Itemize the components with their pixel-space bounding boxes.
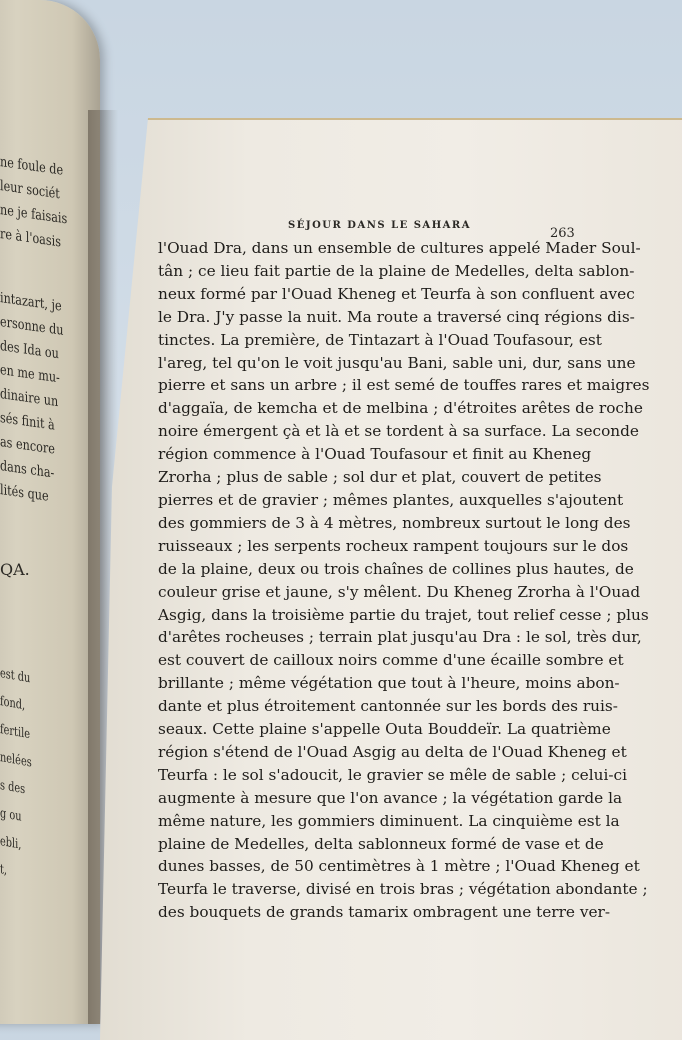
body-text bbox=[158, 237, 650, 924]
text-line: région commence à l'Ouad Toufasour et finit au Kheneg bbox=[158, 445, 592, 464]
text-line: seaux. Cette plaine s'appelle Outa Bouddeïr. La quatrième bbox=[158, 720, 611, 739]
text-fragment: t, bbox=[0, 862, 8, 879]
text-fragment: ne foule de bbox=[0, 154, 64, 179]
text-line: d'arêtes rocheuses ; terrain plat jusqu'au Dra : le sol, très dur, bbox=[158, 628, 642, 647]
text-fragment: dinaire un bbox=[0, 386, 59, 411]
text-line: région s'étend de l'Ouad Asgig au delta de l'Ouad Kheneg et bbox=[158, 742, 627, 761]
text-fragment: fertile bbox=[0, 722, 30, 743]
text-fragment: fond, bbox=[0, 694, 26, 714]
text-line: dante et plus étroitement cantonnée sur les bords des ruis- bbox=[158, 697, 618, 716]
text-line: brillante ; même végétation que tout à l'heure, moins abon- bbox=[158, 674, 620, 693]
text-line: noire émergent çà et là et se tordent à sa surface. La seconde bbox=[158, 422, 639, 441]
running-title: SÉJOUR DANS LE SAHARA bbox=[288, 220, 471, 231]
text-line: tinctes. La première, de Tintazart à l'Ouad Toufasour, est bbox=[158, 330, 602, 349]
text-fragment: sés finit à bbox=[0, 410, 55, 434]
text-line: pierre et sans un arbre ; il est semé de touffes rares et maigres bbox=[158, 376, 650, 395]
text-line: plaine de Medelles, delta sablonneux formé de vase et de bbox=[158, 834, 604, 853]
text-line: de la plaine, deux ou trois chaînes de collines plus hautes, de bbox=[158, 559, 634, 578]
text-fragment: lités que bbox=[0, 482, 49, 505]
text-fragment: intazart, je bbox=[0, 290, 62, 315]
text-line: Teurfa : le sol s'adoucit, le gravier se mêle de sable ; celui-ci bbox=[158, 765, 627, 784]
text-fragment: des Ida ou bbox=[0, 338, 59, 363]
text-line: augmente à mesure que l'on avance ; la végétation garde la bbox=[158, 788, 623, 807]
text-line: ruisseaux ; les serpents rocheux rampent toujours sur le dos bbox=[158, 536, 629, 555]
text-fragment: en me mu- bbox=[0, 362, 60, 387]
text-fragment: re à l'oasis bbox=[0, 226, 61, 251]
text-line: couleur grise et jaune, s'y mêlent. Du Kheneg Zrorha à l'Ouad bbox=[158, 582, 641, 601]
text-line: d'aggaïa, de kemcha et de melbina ; d'étroites arêtes de roche bbox=[158, 399, 643, 418]
text-line: Zrorha ; plus de sable ; sol dur et plat, couvert de petites bbox=[158, 468, 602, 487]
text-fragment: ebli, bbox=[0, 834, 22, 853]
text-line: tân ; ce lieu fait partie de la plaine de Medelles, delta sablon- bbox=[158, 261, 635, 280]
previous-page-text-bottom bbox=[0, 660, 75, 897]
text-line: l'Ouad Dra, dans un ensemble de cultures appelé Mader Soul- bbox=[158, 239, 641, 257]
previous-page bbox=[0, 0, 100, 1024]
text-line: des gommiers de 3 à 4 mètres, nombreux surtout le long des bbox=[158, 513, 631, 532]
text-fragment: ne je faisais bbox=[0, 202, 68, 228]
text-line: Teurfa le traverse, divisé en trois bras ; végétation abondante ; bbox=[158, 880, 648, 899]
previous-page-text-top bbox=[0, 150, 80, 513]
text-line: dunes basses, de 50 centimètres à 1 mètre ; l'Ouad Kheneg et bbox=[158, 857, 640, 876]
text-fragment: leur sociét bbox=[0, 178, 60, 203]
text-line: Asgig, dans la troisième partie du trajet, tout relief cesse ; plus bbox=[158, 605, 649, 624]
text-line: des bouquets de grands tamarix ombragent une terre ver- bbox=[158, 903, 611, 922]
section-marker: QA. bbox=[0, 560, 30, 579]
text-line: pierres et de gravier ; mêmes plantes, auxquelles s'ajoutent bbox=[158, 490, 624, 509]
text-fragment: g ou bbox=[0, 806, 22, 825]
text-fragment: nelées bbox=[0, 750, 32, 771]
text-fragment: dans cha- bbox=[0, 458, 55, 482]
text-line: même nature, les gommiers diminuent. La cinquième est la bbox=[158, 811, 620, 830]
text-line: est couvert de cailloux noirs comme d'une écaille sombre et bbox=[158, 651, 624, 670]
text-fragment: as encore bbox=[0, 434, 55, 458]
text-fragment: ersonne du bbox=[0, 314, 64, 339]
text-line: neux formé par l'Ouad Kheneg et Teurfa à son confluent avec bbox=[158, 284, 635, 303]
text-fragment: est du bbox=[0, 666, 31, 687]
text-fragment: s des bbox=[0, 778, 26, 798]
text-line: le Dra. J'y passe la nuit. Ma route a traversé cinq régions dis- bbox=[158, 307, 635, 326]
text-line: l'areg, tel qu'on le voit jusqu'au Bani, sable uni, dur, sans une bbox=[158, 353, 636, 372]
page-number: 263 bbox=[550, 226, 575, 241]
